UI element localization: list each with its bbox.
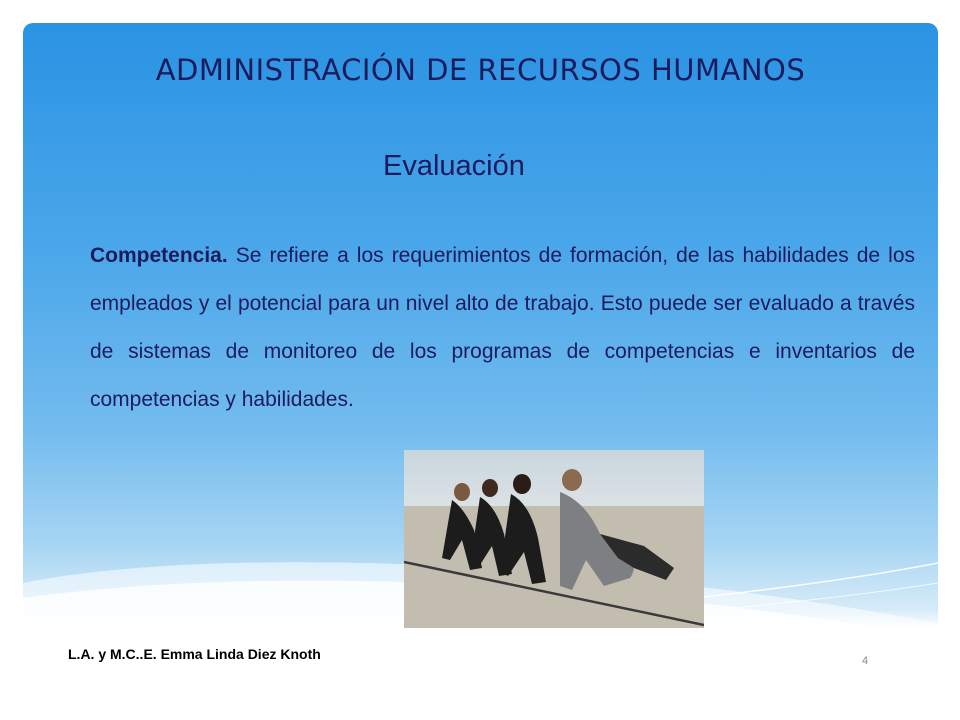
slide (23, 23, 938, 675)
body-text: Se refiere a los requerimientos de formación, de las habilidades de los empleados y el potencial para un nivel alto de trabajo. Esto puede ser evaluado a través de sistemas de monitoreo de los programas de competencias e inventarios de competencias y habilidades. (90, 244, 915, 411)
slide-subtitle: Evaluación (383, 150, 525, 182)
author-footer: L.A. y M.C..E. Emma Linda Diez Knoth (68, 646, 321, 662)
body-paragraph (90, 232, 915, 424)
term-label: Competencia. (90, 244, 228, 267)
slide-title: ADMINISTRACIÓN DE RECURSOS HUMANOS (155, 53, 806, 87)
business-race-photo (404, 450, 704, 628)
page-number: 4 (862, 655, 869, 667)
